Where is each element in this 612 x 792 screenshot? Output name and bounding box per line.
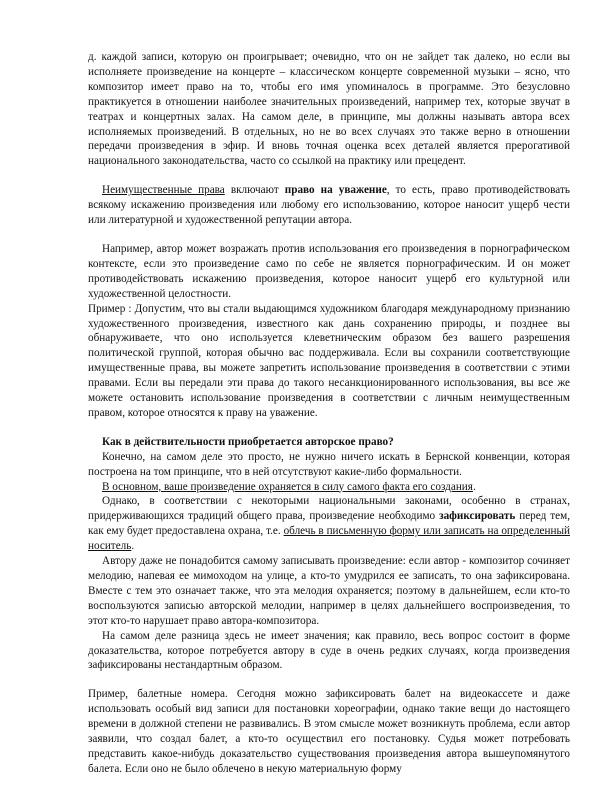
section-heading: Как в действительности приобретается авторское право?	[102, 435, 394, 448]
paragraph-evidence: На самом деле разница здесь не имеет значения; как правило, весь вопрос состоит в форме доказательства, которое потребуется автору в суде в очень редких случаях, когда произведения зафиксированы нестандартным образом.	[88, 629, 570, 672]
text-run: включают	[224, 184, 285, 197]
paragraph-protection-creation	[88, 480, 570, 495]
moral-rights-term: Неимущественные права	[102, 184, 225, 197]
paragraph-berne: Конечно, на самом деле это просто, не нужно ничего искать в Бернской конвенции, которая построена на том принципе, что в ней отсутствуют какие-либо формальности.	[88, 450, 570, 478]
paragraph-moral-rights	[88, 183, 570, 228]
fixation-definition: облечь в письменную форму или записать на определенный носитель	[88, 525, 570, 553]
text-run: Однако, в соответствии с некоторыми национальными законами, особенно в странах, придерживающихся традиций общего права, произведение необходимо	[88, 495, 570, 523]
paragraph-composer: Автору даже не понадобится самому записывать произведение: если автор - композитор сочиняет мелодию, напевая ее мимоходом на улице, а кто-то умудрился ее записать, то она зафиксирована. Вместе с тем это означает также, что эта мелодия охраняется; поэтому в дальнейшем, если кто-то воспользуются записью авторской мелодии, например в целях дальнейшего воспроизведения, то этот кто-то нарушает право автора-композитора.	[88, 555, 570, 627]
paragraph-example-artist: Пример : Допустим, что вы стали выдающимся художником благодаря международному признанию художественного произведения, известного как дань сохранению природы, и позднее вы обнаруживаете, что оно используется клеветническим образом без вашего разрешения политической группой, которая обычно вас поддерживала. Если вы сохранили соответствующие имущественные права, вы можете запретить использование произведения в соответствии с этими правами. Если вы передали эти права до такого несанкционированного использования, вы все же можете остановить использование произведения в соответствии с личным неимущественным правом, которое относятся к праву на уважение.	[88, 302, 570, 419]
text-run: перед тем, как ему будет предоставлена охрана, т.е.	[88, 510, 570, 538]
text-run: .	[472, 480, 476, 493]
paragraph-attribution: д. каждой записи, которую он проигрывает; очевидно, что он не зайдет так далеко, но если вы исполняете произведение на концерте – классическом концерте современной музыки – ясно, что композитор имеет право на то, чтобы его имя упоминалось в программе. Это безусловно практикуется в отношении наиболее значительных произведений, например тех, которые звучат в театрах и концертных залах. На самом деле, в принципе, мы должны называть автора всех исполняемых произведений. В отдельных, но не во всех случаях это также верно в отношении передачи произведения в эфир. И вновь точная оценка всех деталей является прерогативой национального законодательства, часто со ссылкой на практику или прецедент.	[88, 51, 570, 168]
document-page	[88, 50, 570, 777]
paragraph-fixation	[88, 494, 570, 554]
right-of-respect-term: право на уважение	[284, 184, 387, 197]
paragraph-example-pornographic: Например, автор может возражать против использования его произведения в порнографическом контексте, если это произведение само по себе не является порнографическим. И он может противодействовать искажению произведения, которое наносит ущерб его культурной или художественной целостности.	[88, 242, 570, 300]
text-run: , то есть, право противодействовать всякому искажению произведения или любому его использованию, которое наносит ущерб чести или литературной и художественной репутации автора.	[88, 184, 570, 227]
text-run: .	[131, 540, 135, 553]
protection-statement: В основном, ваше произведение охраняется в силу самого факта его создания	[102, 480, 473, 493]
paragraph-ballet: Пример, балетные номера. Сегодня можно зафиксировать балет на видеокассете и даже использовать особый вид записи для постановки хореографии, однако такие вещи до настоящего времени в должной степени не развивались. В этом смысле может возникнуть проблема, если автор заявили, что создал балет, а кто-то осуществил его постановку. Судья может потребовать представить какое-нибудь доказательство существования произведения автора вышеупомянутого балета. Если оно не было облечено в некую материальную форму	[88, 688, 570, 775]
fixate-term: зафиксировать	[439, 510, 516, 523]
